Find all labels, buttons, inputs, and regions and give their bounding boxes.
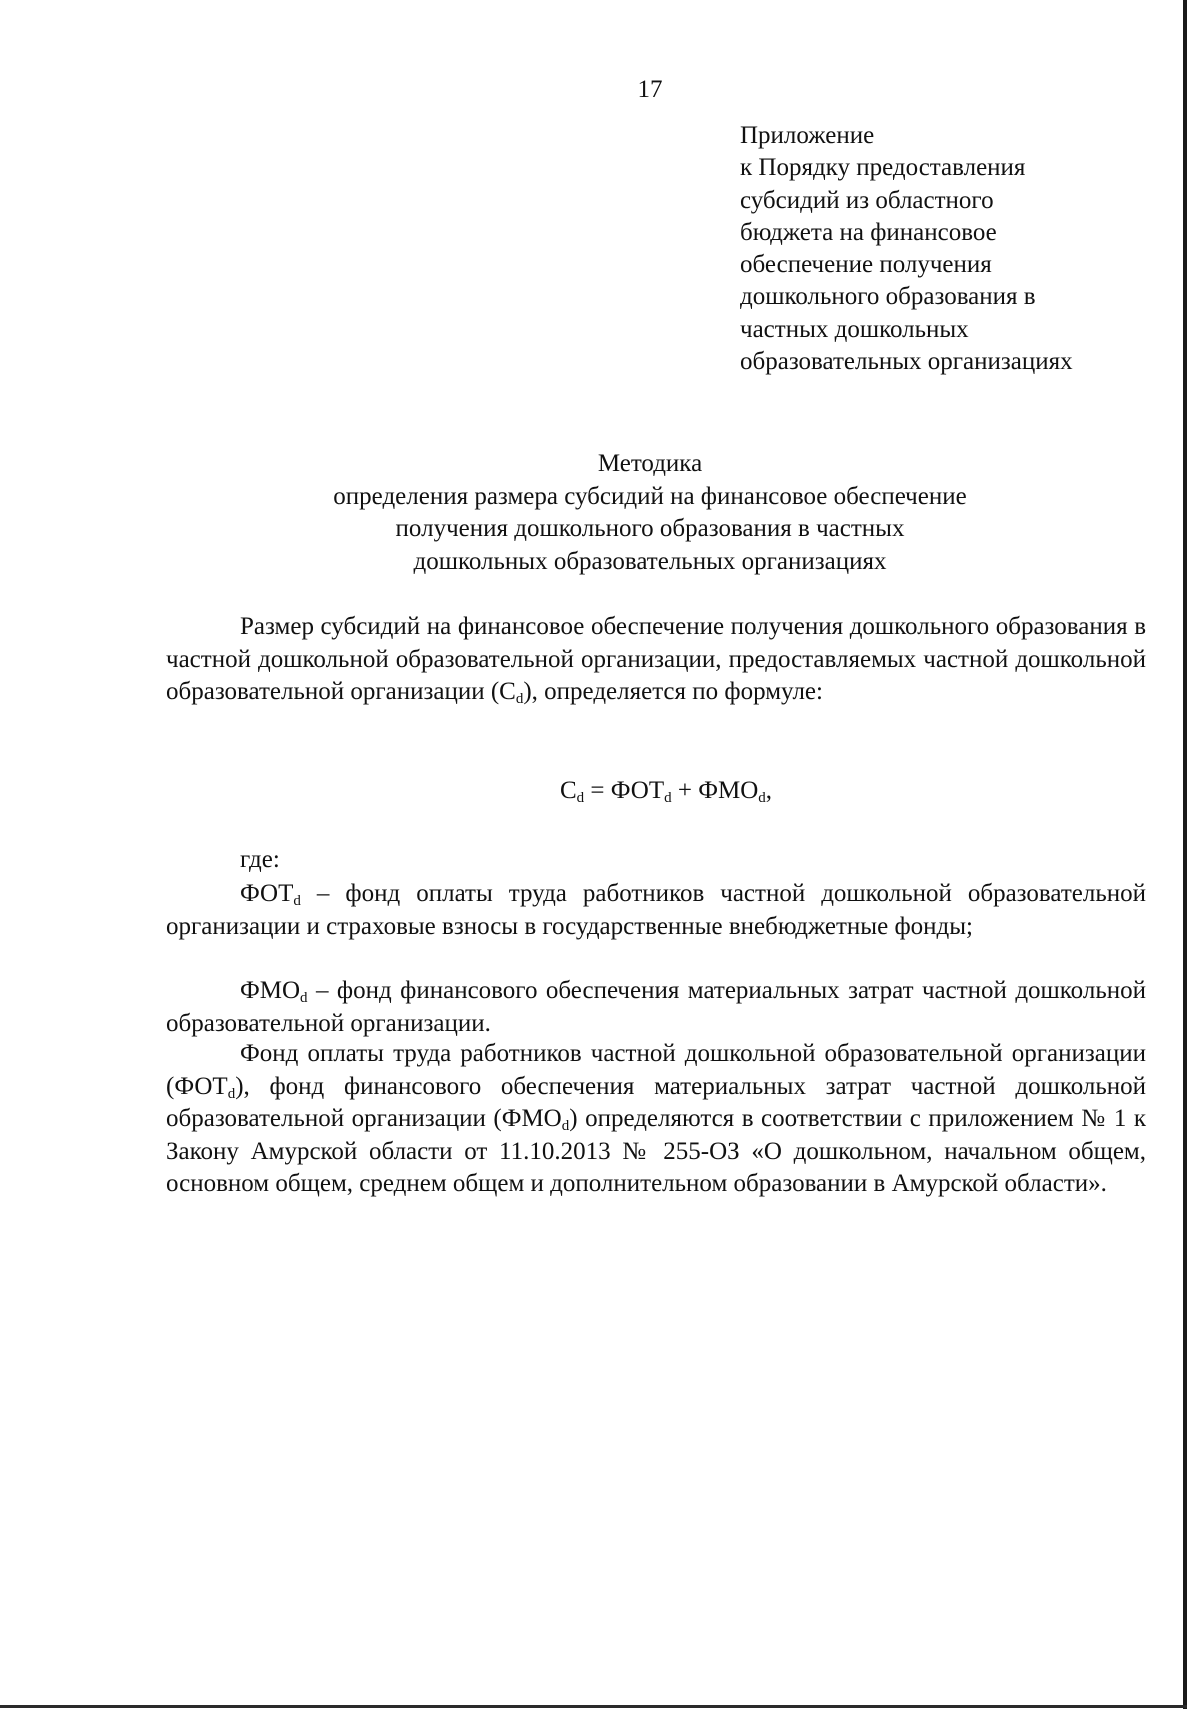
- closing-part2: ), фонд финансового обеспечения материальных затрат частной дошкольной образовательной организации (ФМО: [166, 1072, 1146, 1132]
- page-number: 17: [637, 76, 663, 103]
- intro-subscript: d: [515, 691, 524, 707]
- appendix-line: к Порядку предоставления: [740, 154, 1026, 182]
- method-title: [160, 448, 1140, 578]
- method-heading: Методика: [597, 450, 703, 477]
- closing-sub1: d: [227, 1085, 236, 1102]
- fmo-subscript: d: [300, 990, 308, 1006]
- fot-symbol: ФОТ: [240, 880, 294, 907]
- appendix-line: обеспечение получения: [740, 251, 992, 279]
- method-title-line: определения размера субсидий на финансовое обеспечение: [333, 482, 967, 510]
- scan-edge-right: [1183, 0, 1187, 1709]
- intro-text: Размер субсидий на финансовое обеспечение получения дошкольного образования в частной дошкольной образовательной организации, предоставляемых частной дошкольной образовательной организации (C: [166, 613, 1146, 705]
- scan-edge-bottom: [0, 1705, 1187, 1708]
- fmo-text: – фонд финансового обеспечения материальных затрат частной дошкольной образовательной организации.: [166, 977, 1146, 1037]
- formula-fmo-sub: d: [758, 790, 766, 806]
- formula-fmo: + ФМО: [671, 777, 759, 804]
- intro-paragraph: [166, 611, 1146, 709]
- method-title-line: получения дошкольного образования в частных: [395, 515, 905, 542]
- appendix-block: [740, 120, 1160, 378]
- appendix-line: дошкольного образования в: [740, 283, 1036, 311]
- definition-fot: [166, 878, 1146, 943]
- appendix-line: образовательных организациях: [740, 348, 1073, 376]
- formula: [466, 777, 866, 805]
- appendix-line: субсидий из областного: [740, 186, 994, 214]
- fot-subscript: d: [293, 893, 301, 909]
- formula-fot-sub: d: [664, 790, 672, 806]
- fot-text: – фонд оплаты труда работников частной дошкольной образовательной организации и страховые взносы в государственные внебюджетные фонды;: [166, 880, 1146, 940]
- formula-c-sub: d: [576, 790, 585, 806]
- appendix-line: частных дошкольных: [740, 315, 969, 343]
- closing-paragraph: [166, 1038, 1146, 1201]
- intro-tail: ), определяется по формуле:: [523, 678, 823, 705]
- method-title-line: дошкольных образовательных организациях: [413, 547, 887, 575]
- closing-sub2: d: [561, 1118, 570, 1134]
- where-label: где:: [240, 846, 280, 873]
- appendix-line: бюджета на финансовое: [740, 218, 997, 246]
- closing-part1: Фонд оплаты труда работников частной дошкольной образовательной организации (ФОТ: [166, 1040, 1146, 1100]
- closing-part3: ) определяются в соответствии с приложением № 1 к Закону Амурской области от 11.10.2013 № 255-ОЗ «О дошкольном, начальном общем, основном общем, среднем общем и дополнительном образовании в Амурской области».: [166, 1105, 1147, 1197]
- definition-fmo: [166, 975, 1146, 1040]
- appendix-line: Приложение: [740, 122, 875, 149]
- formula-c: C: [559, 777, 577, 804]
- formula-end: ,: [765, 777, 773, 804]
- fmo-symbol: ФМО: [240, 977, 301, 1004]
- formula-fot: = ФОТ: [584, 777, 665, 804]
